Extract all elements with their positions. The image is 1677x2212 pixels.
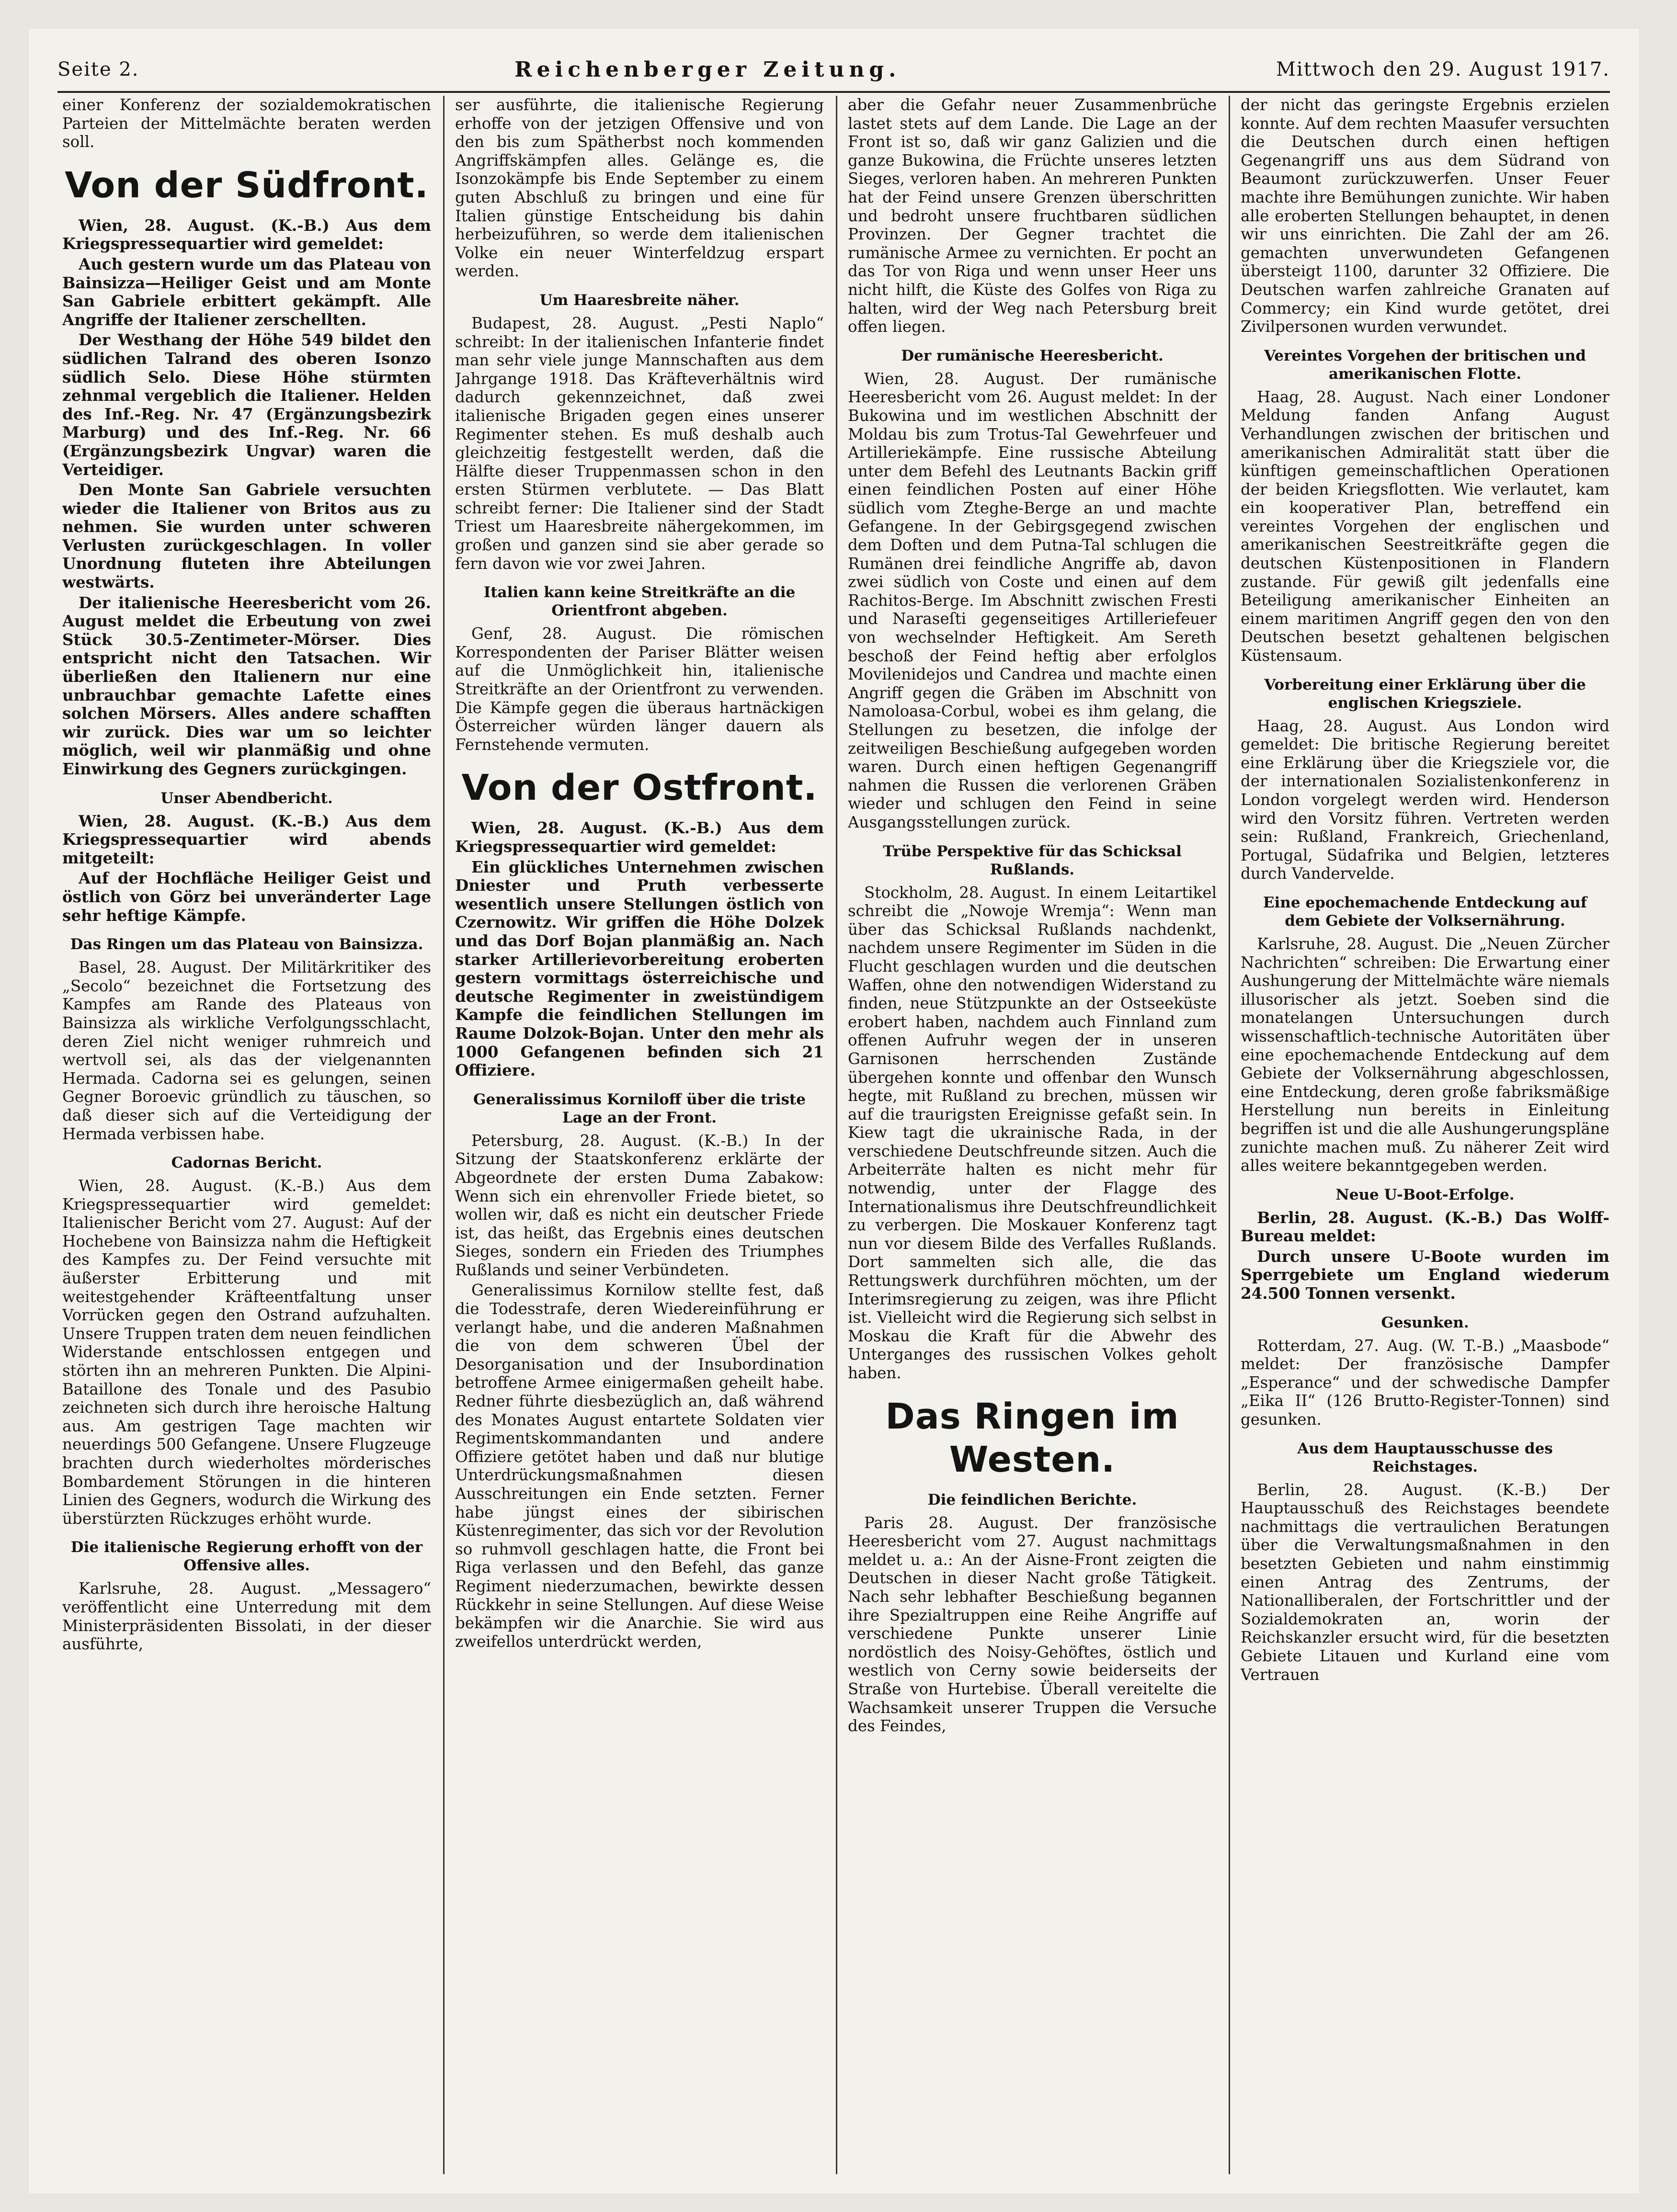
page-header (57, 48, 1610, 93)
article-paragraph: Ein glückliches Unternehmen zwischen Dniester und Pruth verbesserte wesentlich unsere Stellungen östlich von Czernowitz. Wir griffen die Höhe Dolzek und das Dorf Bojan planmäßig an. Nach starker Artillerievorbereitung eroberten gestern vormittags österreichische und deutsche Regimenter in zweistündigem Kampfe die feindlichen Stellungen im Raume Dolzok-Bojan. Unter den mehr als 1000 Gefangenen befinden sich 21 Offiziere. (455, 857, 824, 1080)
article-paragraph: Rotterdam, 27. Aug. (W. T.-B.) „Maasbode“ meldet: Der französische Dampfer „Esperance“ und der schwedische Dampfer „Eika II“ (126 Brutto-Register-Tonnen) sind gesunken. (1241, 1336, 1609, 1429)
article-paragraph: Auch gestern wurde um das Plateau von Bainsizza—Heiliger Geist und am Monte San Gabriele erbittert gekämpft. Alle Angriffe der Italiener zerschellten. (62, 254, 431, 329)
article-paragraph: Der italienische Heeresbericht vom 26. August meldet die Erbeutung von zwei Stück 30.5-Zentimeter-Mörser. Dies entspricht nicht den Tatsachen. Wir überließen den Italienern nur eine unbrauchbar gemachte Lafette eines solchen Mörsers. Alles andere schafften wir zurück. Dies war um so leichter möglich, weil wir planmäßig und ohne Einwirkung des Gegners zurückgingen. (62, 593, 431, 778)
article-heading: Das Ringen um das Plateau von Bainsizza. (70, 936, 423, 953)
article-paragraph: ser ausführte, die italienische Regierung erhoffe von der jetzigen Offensive und von den bis zum Spätherbst noch kommenden Angriffskämpfen alles. Gelänge es, die Isonzokämpfe bis Ende September zu einem guten Abschluß zu bringen und eine für Italien günstige Entscheidung bis dahin herbeizuführen, so werde dem italienischen Volke ein neuer Winterfeldzug erspart werden. (455, 96, 824, 281)
article-heading: Die feindlichen Berichte. (927, 1491, 1137, 1509)
newspaper-page (29, 29, 1639, 2193)
article-paragraph: Wien, 28. August. Der rumänische Heeresbericht vom 26. August meldet: In der Bukowina und im westlichen Abschnitt der Moldau bis zum Trotus-Tal Gewehrfeuer und Artilleriekämpfe. Eine russische Abteilung unter dem Befehl des Leutnants Backin griff einen feindlichen Posten auf einer Höhe südlich vom Zteghe-Berge an und machte Gefangene. In der Gebirgsgegend zwischen dem Doften und dem Putna-Tal schlugen die Rumänen drei feindliche Angriffe ab, davon zwei südlich von Coste und einen auf dem Rachitos-Berge. Im Abschnitt zwischen Fresti und Naraseſti gegenseitiges Artilleriefeuer von wechselnder Heftigkeit. Am Sereth beschoß der Feind heftig aber erfolglos Movilenidejos und Candrea und machte einen Angriff gegen die Gräben im Abschnitt von Namoloasa-Corbul, wobei es ihm gelang, die Stellungen zu besetzen, die infolge der zeitweiligen Beschießung aufgegeben worden waren. Durch einen heftigen Gegenangriff nahmen die Russen die verlorenen Gräben wieder und schlugen den Feind in seine Ausgangsstellungen zurück. (848, 369, 1217, 831)
article-heading: Um Haaresbreite näher. (539, 291, 740, 309)
column-rule (1229, 96, 1230, 2174)
article-heading: Generalissimus Korniloff über die triste Lage an der Front. (473, 1090, 806, 1126)
issue-date: Mittwoch den 29. August 1917. (1276, 58, 1610, 80)
page-number: Seite 2. (57, 58, 139, 80)
article-paragraph: Petersburg, 28. August. (K.-B.) In der Sitzung der Staatskonferenz erklärte der Abgeordnete der ersten Duma Zabakow: Wenn sich ein ehrenvoller Friede bietet, so wollen wir, daß es nicht ein deutscher Friede ist, das heißt, das Ergebnis eines deutschen Sieges, sondern ein Frieden des Triumphes Rußlands und seiner Verbündeten. (455, 1131, 824, 1279)
article-paragraph: einer Konferenz der sozialdemokratischen Parteien der Mittelmächte beraten werden soll. (62, 96, 431, 151)
masthead: Reichenberger Zeitung. (514, 57, 901, 82)
article-heading: Italien kann keine Streitkräfte an die Orientfront abgeben. (483, 584, 796, 620)
column-4 (1241, 96, 1609, 2174)
article-paragraph: Paris 28. August. Der französische Heeresbericht vom 27. August nachmittags meldet u. a.: An der Aisne-Front zeigten die Deutschen in dieser Nacht große Tätigkeit. Nach sehr lebhafter Beschießung begannen ihre Spezialtruppen eine Reihe Angriffe auf verschiedene Punkte unserer Linie nordöstlich des Noisy-Gehöftes, östlich und westlich von Cerny sowie beiderseits der Straße von Hurtebise. Überall vereitelte die Wachsamkeit unserer Truppen die Versuche des Feindes, (848, 1513, 1217, 1736)
article-heading: Gesunken. (1381, 1314, 1469, 1331)
article-paragraph: Haag, 28. August. Aus London wird gemeldet: Die britische Regierung bereitet eine Erklärung über die Kriegsziele vor, die der internationalen Sozialistenkonferenz in London vorgelegt werden wird. Henderson wird den Vorsitz führen. Vertreten werden sein: Rußland, Frankreich, Griechenland, Portugal, Südafrika und Belgien, letzteres durch Vandervelde. (1241, 716, 1609, 883)
section-heading-ostfront: Von der Ostfront. (461, 767, 818, 809)
article-heading: Eine epochemachende Entdeckung auf dem Gebiete der Volksernährung. (1263, 894, 1587, 930)
section-heading-suedfront: Von der Südfront. (65, 164, 429, 206)
article-paragraph: Generalissimus Kornilow stellte fest, daß die Todesstrafe, deren Wiedereinführung er verlangt habe, und die anderen Maßnahmen die von dem schweren Übel der Desorganisation und der Insubordination betroffene Armee einigermaßen geheilt habe. Redner führte diesbezüglich an, daß während des Monates August entartete Soldaten vier Regimentskommandanten und andere Offiziere getötet haben und daß nur blutige Unterdrückungsmaßnahmen diesen Ausschreitungen ein Ende setzten. Ferner habe jüngst eines der sibirischen Küstenregimenter, das sich vor der Revolution so ruhmvoll geschlagen hatte, die Front bei Riga verlassen und den Befehl, das ganze Regiment niederzumachen, bewirkte dessen Rückkehr in seine Stellungen. Auf diese Weise bekämpfen wir die Anarchie. Sie wird aus zweifellos unterdrückt werden, (455, 1281, 824, 1651)
article-paragraph: Budapest, 28. August. „Pesti Naplo“ schreibt: In der italienischen Infanterie findet man sehr viele junge Mannschaften aus dem Jahrgange 1918. Das Kräfteverhältnis wird dadurch gekennzeichnet, daß zwei italienische Brigaden gegen eines unserer Regimenter stehen. Es muß deshalb auch gleichzeitig festgestellt werden, daß die Hälfte dieser Truppenmassen schon in den ersten Stürmen verblutete. — Das Blatt schreibt ferner: Die Italiener sind der Stadt Triest um Haaresbreite nähergekommen, im großen und ganzen sind sie aber gerade so fern davon wie vor zwei Jahren. (455, 314, 824, 573)
column-rule (836, 96, 837, 2174)
article-heading: Die italienische Regierung erhofft von der Offensive alles. (70, 1539, 423, 1575)
article-paragraph: Den Monte San Gabriele versuchten wieder die Italiener von Britos aus zu nehmen. Sie wurden unter schweren Verlusten zurückgeschlagen. In voller Unordnung fluteten ihre Abteilungen westwärts. (62, 480, 431, 592)
article-heading: Vorbereitung einer Erklärung über die englischen Kriegsziele. (1264, 676, 1586, 712)
column-3 (848, 96, 1217, 2174)
article-paragraph: Karlsruhe, 28. August. „Messagero“ veröffentlicht eine Unterredung mit dem Ministerpräsidenten Bissolati, in der dieser ausführte, (62, 1579, 431, 1654)
article-heading: Der rumänische Heeresbericht. (901, 347, 1164, 364)
article-paragraph: Karlsruhe, 28. August. Die „Neuen Zürcher Nachrichten“ schreiben: Die Erwartung einer Aushungerung der Mittelmächte wäre niemals illusorischer als jetzt. Soeben sind die monatelangen Untersuchungen durch wissenschaftlich-technische Autoritäten über eine epochemachende Entdeckung auf dem Gebiete der Volksernährung abgeschlossen, eine Entdeckung, deren große fabriksmäßige Herstellung nun bereits in Einleitung begriffen ist und die alle Aushungerungspläne zunichte machen muß. Zu näherer Zeit wird alles weitere bekanntgegeben werden. (1241, 934, 1609, 1175)
section-heading-westen: Das Ringen im Westen. (885, 1395, 1179, 1480)
article-paragraph: Wien, 28. August. (K.-B.) Aus dem Kriegspressequartier wird gemeldet: (455, 818, 824, 856)
article-paragraph: Wien, 28. August. (K.-B.) Aus dem Kriegspressequartier wird gemeldet: (62, 216, 431, 253)
article-paragraph: Genf, 28. August. Die römischen Korrespondenten der Pariser Blätter weisen auf die Unmöglichkeit hin, italienische Streitkräfte an der Orientfront zu verwenden. Die Kämpfe gegen die überaus hartnäckigen Österreicher würden länger dauern als Fernstehende vermuten. (455, 624, 824, 754)
article-paragraph: Durch unsere U-Boote wurden im Sperrgebiete um England wiederum 24.500 Tonnen versenkt. (1241, 1247, 1609, 1303)
article-paragraph: Wien, 28. August. (K.-B.) Aus dem Kriegspressequartier wird gemeldet: Italienischer Bericht vom 27. August: Auf der Hochebene von Bainsizza nahm die Heftigkeit des Kampfes zu. Der Feind versuchte mit äußerster Erbitterung und mit weitestgehender Kräfteentfaltung unser Vorrücken gegen den Ostrand aufzuhalten. Unsere Truppen traten dem neuen feindlichen Widerstande entschlossen entgegen und störten ihn an mehreren Punkten. Die Alpini-Bataillone des Tonale und des Pasubio zeichneten sich durch ihre heroische Haltung aus. Am gestrigen Tage machten wir neuerdings 500 Gefangene. Unsere Flugzeuge brachten durch wiederholtes mörderisches Bombardement Störungen in die hinteren Linien des Gegners, wodurch die Wirkung des überstürzten Rückzuges erhöht wurde. (62, 1177, 431, 1528)
article-heading: Unser Abendbericht. (160, 789, 333, 807)
article-heading: Trübe Perspektive für das Schicksal Rußlands. (883, 842, 1182, 878)
article-paragraph: Haag, 28. August. Nach einer Londoner Meldung fanden Anfang August Verhandlungen zwischen der britischen und amerikanischen Admiralität statt über die künftigen gemeinschaftlichen Operationen der beiden Kriegsflotten. Wie verlautet, kam ein kooperativer Plan, betreffend ein vereintes Vorgehen der englischen und amerikanischen Seestreitkräfte gegen die deutschen Küstenpositionen in Flandern zustande. Für gewiß gilt jedenfalls eine Beteiligung amerikanischer Einheiten an einem maritimen Angriff gegen den von den Deutschen besetzt gehaltenen belgischen Küstensaum. (1241, 387, 1609, 665)
article-paragraph: Basel, 28. August. Der Militärkritiker des „Secolo“ bezeichnet die Fortsetzung des Kampfes am Rande des Plateaus von Bainsizza als wirkliche Verfolgungsschlacht, deren Ziel nicht weniger ruhmreich und wertvoll sei, als das der vielgenannten Hermada. Cadorna sei es gelungen, seinen Gegner Boroevic gründlich zu täuschen, so daß dieser sich auf die Verteidigung der Hermada verbissen habe. (62, 958, 431, 1143)
article-heading: Neue U-Boot-Erfolge. (1335, 1186, 1515, 1203)
article-paragraph: Auf der Hochfläche Heiliger Geist und östlich von Görz bei unveränderter Lage sehr heftige Kämpfe. (62, 869, 431, 925)
article-paragraph: Berlin, 28. August. (K.-B.) Der Hauptausschuß des Reichstages beendete nachmittags die vertraulichen Beratungen über die Verwaltungsmaßnahmen in den besetzten Gebieten und nahm einstimmig einen Antrag des Zentrums, der Nationalliberalen, der Fortschrittler und der Sozialdemokraten an, worin der Reichskanzler ersucht wird, für die besetzten Gebiete Litauen und Kurland eine vom Vertrauen (1241, 1480, 1609, 1684)
article-paragraph: Stockholm, 28. August. In einem Leitartikel schreibt die „Nowoje Wremja“: Wenn man über das Schicksal Rußlands nachdenkt, nachdem unsere Regimenter im Süden in die Flucht geschlagen wurden und die deutschen Waffen, ohne den notwendigen Widerstand zu finden, neue Stützpunkte an der Ostseeküste erobert haben, nachdem auch Finnland zum offenen Aufruhr wegen der in unseren Garnisonen herrschenden Zustände übergehen konnte und offenbar den Wunsch hegte, mit Rußland zu brechen, müssen wir auf die traurigsten Ereignisse gefaßt sein. In Kiew tagt die ukrainische Rada, in der verschiedene Deutschfreunde sitzen. Auch die Arbeiterräte halten es nicht mehr für notwendig, unter der Flagge des Internationalismus ihre Deutschfreundlichkeit zu verbergen. Die Moskauer Konferenz tagt nun vor diesem Bilde des Verfalles Rußlands. Dort sammelten sich alle, die das Rettungswerk durchführen möchten, um der Interimsregierung zu zeigen, was ihre Pflicht ist. Vielleicht wird die Regierung sich selbst in Moskau die Kraft für die Abwehr des Unterganges des russischen Volkes geholt haben. (848, 883, 1217, 1382)
article-heading: Aus dem Hauptausschusse des Reichstages. (1297, 1440, 1553, 1475)
article-paragraph: Wien, 28. August. (K.-B.) Aus dem Kriegspressequartier wird abends mitgeteilt: (62, 811, 431, 867)
column-1 (62, 96, 431, 2174)
article-paragraph: Der Westhang der Höhe 549 bildet den südlichen Talrand des oberen Isonzo südlich Selo. Diese Höhe stürmten zehnmal vergeblich die Italiener. Helden des Inf.-Reg. Nr. 47 (Ergänzungsbezirk Marburg) und des Inf.-Reg. Nr. 66 (Ergänzungsbezirk Ungvar) waren die Verteidiger. (62, 330, 431, 479)
article-paragraph: Berlin, 28. August. (K.-B.) Das Wolff-Bureau meldet: (1241, 1208, 1609, 1246)
column-rule (443, 96, 445, 2174)
article-heading: Vereintes Vorgehen der britischen und amerikanischen Flotte. (1264, 347, 1586, 383)
article-heading: Cadornas Bericht. (171, 1154, 322, 1172)
article-paragraph: der nicht das geringste Ergebnis erzielen konnte. Auf dem rechten Maasufer versuchten die Deutschen durch einen heftigen Gegenangriff uns aus dem Südrand von Beaumont zurückzuwerfen. Unser Feuer machte ihre Bemühungen zunichte. Wir haben alle eroberten Stellungen behauptet, in denen wir uns einrichten. Die Zahl der am 26. gemachten unverwundeten Gefangenen übersteigt 1100, darunter 32 Offiziere. Die Deutschen warfen zahlreiche Granaten auf Commercy; ein Kind wurde getötet, drei Zivilpersonen wurden verwundet. (1241, 96, 1609, 336)
article-paragraph: aber die Gefahr neuer Zusammenbrüche lastet stets auf dem Lande. Die Lage an der Front ist so, daß wir ganz Galizien und die ganze Bukowina, die Früchte unseres letzten Sieges, verloren haben. An mehreren Punkten hat der Feind unsere Grenzen überschritten und bedroht unsere fruchtbaren südlichen Provinzen. Der Gegner trachtet die rumänische Armee zu vernichten. Er pocht an das Tor von Riga und wenn unser Heer uns nicht hilft, die Küste des Golfes von Riga zu halten, wird der Weg nach Petersburg breit offen liegen. (848, 96, 1217, 336)
column-2 (455, 96, 824, 2174)
